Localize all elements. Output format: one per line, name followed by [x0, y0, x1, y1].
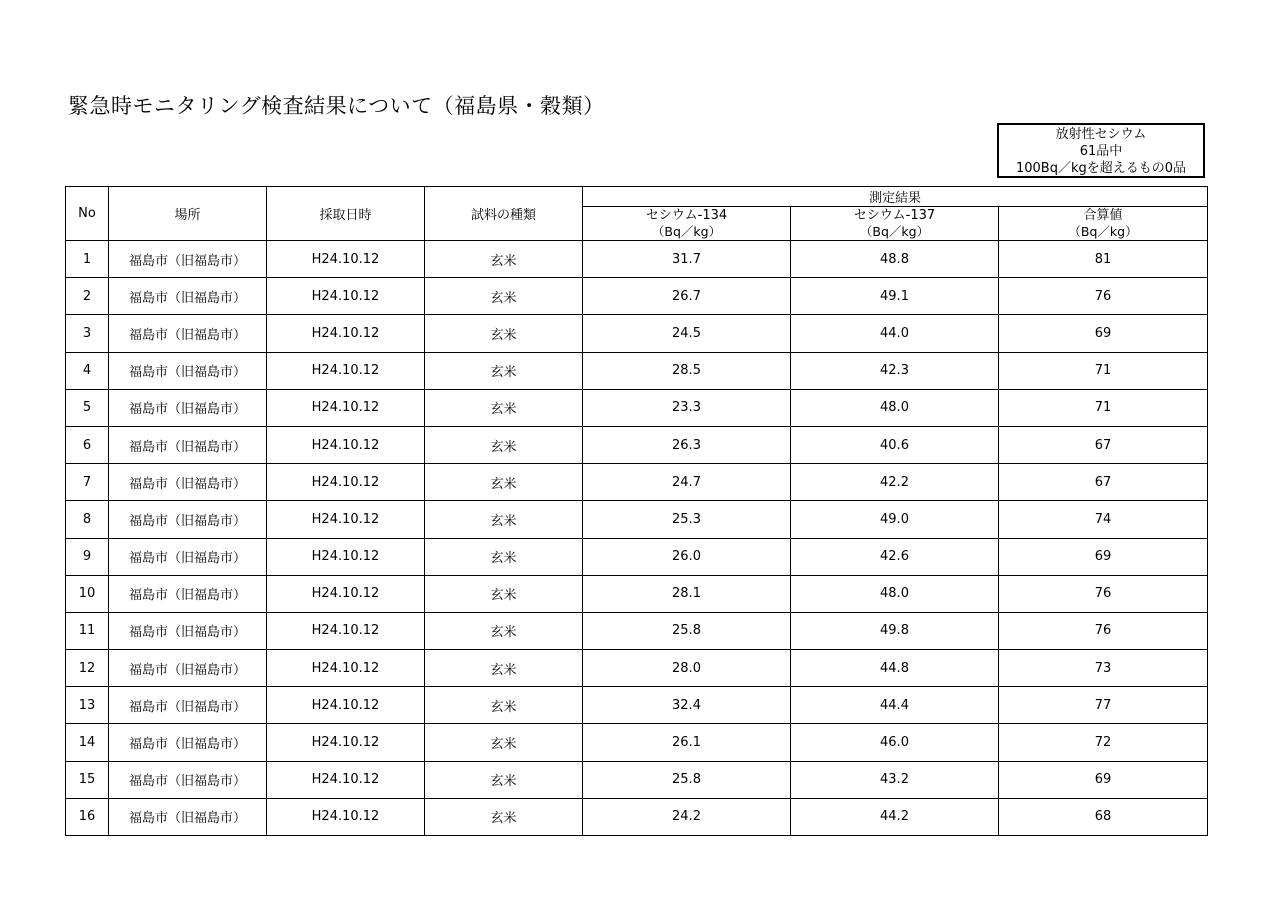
cell-sample-type: 玄米: [425, 575, 583, 612]
cell-location: 福島市（旧福島市）: [109, 464, 267, 501]
cell-location: 福島市（旧福島市）: [109, 575, 267, 612]
table-row: [66, 464, 1208, 501]
cell-cs134: 26.7: [583, 278, 791, 315]
cell-location: 福島市（旧福島市）: [109, 501, 267, 538]
cell-cs134: 25.8: [583, 612, 791, 649]
cell-date: H24.10.12: [267, 501, 425, 538]
table-row: [66, 575, 1208, 612]
summary-line-2: 61品中: [1079, 144, 1123, 159]
cell-total: 76: [999, 278, 1208, 315]
table-row: [66, 501, 1208, 538]
header-total-label: 合算値: [1083, 207, 1123, 223]
summary-line-3: 100Bq／kgを超えるもの0品: [1015, 161, 1187, 176]
cell-total: 67: [999, 426, 1208, 463]
cell-date: H24.10.12: [267, 278, 425, 315]
cell-no: 1: [66, 241, 109, 278]
cell-no: 10: [66, 575, 109, 612]
header-cs134-unit: （Bq／kg）: [651, 223, 722, 239]
cell-cs137: 44.4: [791, 687, 999, 724]
table-row: [66, 612, 1208, 649]
cell-date: H24.10.12: [267, 352, 425, 389]
table-row: [66, 687, 1208, 724]
cell-no: 6: [66, 426, 109, 463]
cell-cs137: 48.8: [791, 241, 999, 278]
cell-cs134: 25.3: [583, 501, 791, 538]
cell-total: 67: [999, 464, 1208, 501]
table-row: [66, 798, 1208, 835]
cell-cs134: 28.1: [583, 575, 791, 612]
cell-total: 68: [999, 798, 1208, 835]
cell-date: H24.10.12: [267, 241, 425, 278]
table-row: [66, 352, 1208, 389]
header-date: 採取日時: [267, 187, 425, 241]
table-row: [66, 315, 1208, 352]
cell-cs137: 40.6: [791, 426, 999, 463]
cell-sample-type: 玄米: [425, 464, 583, 501]
cell-location: 福島市（旧福島市）: [109, 687, 267, 724]
cell-date: H24.10.12: [267, 612, 425, 649]
cell-sample-type: 玄米: [425, 687, 583, 724]
cell-location: 福島市（旧福島市）: [109, 278, 267, 315]
cell-sample-type: 玄米: [425, 352, 583, 389]
cell-cs134: 25.8: [583, 761, 791, 798]
cell-sample-type: 玄米: [425, 501, 583, 538]
cell-cs137: 42.3: [791, 352, 999, 389]
cell-total: 81: [999, 241, 1208, 278]
cell-date: H24.10.12: [267, 761, 425, 798]
cell-date: H24.10.12: [267, 650, 425, 687]
cell-location: 福島市（旧福島市）: [109, 724, 267, 761]
cell-total: 76: [999, 575, 1208, 612]
cell-total: 69: [999, 538, 1208, 575]
cell-cs137: 44.0: [791, 315, 999, 352]
cell-no: 2: [66, 278, 109, 315]
cell-cs134: 32.4: [583, 687, 791, 724]
cell-cs137: 48.0: [791, 575, 999, 612]
cell-location: 福島市（旧福島市）: [109, 352, 267, 389]
cell-sample-type: 玄米: [425, 612, 583, 649]
cell-date: H24.10.12: [267, 538, 425, 575]
cell-date: H24.10.12: [267, 426, 425, 463]
cell-no: 12: [66, 650, 109, 687]
cell-no: 13: [66, 687, 109, 724]
cell-cs137: 48.0: [791, 389, 999, 426]
header-total: [999, 207, 1208, 241]
cell-location: 福島市（旧福島市）: [109, 798, 267, 835]
table-row: [66, 650, 1208, 687]
cell-cs134: 26.1: [583, 724, 791, 761]
cell-cs137: 42.6: [791, 538, 999, 575]
header-cs137: [791, 207, 999, 241]
cell-cs137: 49.8: [791, 612, 999, 649]
cell-no: 3: [66, 315, 109, 352]
cell-location: 福島市（旧福島市）: [109, 241, 267, 278]
cell-no: 16: [66, 798, 109, 835]
cell-sample-type: 玄米: [425, 798, 583, 835]
cell-location: 福島市（旧福島市）: [109, 761, 267, 798]
cell-no: 8: [66, 501, 109, 538]
cell-cs134: 24.7: [583, 464, 791, 501]
page-title: 緊急時モニタリング検査結果について（福島県・穀類）: [68, 94, 605, 118]
cell-no: 4: [66, 352, 109, 389]
cell-cs137: 44.8: [791, 650, 999, 687]
header-sample-type: 試料の種類: [425, 187, 583, 241]
results-table: [65, 186, 1208, 836]
cell-date: H24.10.12: [267, 724, 425, 761]
cell-total: 69: [999, 761, 1208, 798]
cell-date: H24.10.12: [267, 575, 425, 612]
summary-box: [997, 123, 1205, 178]
cell-cs134: 24.5: [583, 315, 791, 352]
cell-cs137: 49.1: [791, 278, 999, 315]
header-cs134-label: セシウム-134: [645, 207, 728, 223]
cell-cs134: 24.2: [583, 798, 791, 835]
table-row: [66, 241, 1208, 278]
header-cs134: [583, 207, 791, 241]
cell-total: 69: [999, 315, 1208, 352]
cell-sample-type: 玄米: [425, 315, 583, 352]
cell-no: 5: [66, 389, 109, 426]
table-row: [66, 538, 1208, 575]
cell-total: 73: [999, 650, 1208, 687]
header-cs137-label: セシウム-137: [853, 207, 936, 223]
cell-no: 11: [66, 612, 109, 649]
cell-cs137: 49.0: [791, 501, 999, 538]
summary-line-1: 放射性セシウム: [1055, 127, 1147, 142]
header-cs137-unit: （Bq／kg）: [859, 223, 930, 239]
cell-location: 福島市（旧福島市）: [109, 650, 267, 687]
cell-date: H24.10.12: [267, 464, 425, 501]
cell-location: 福島市（旧福島市）: [109, 315, 267, 352]
cell-total: 77: [999, 687, 1208, 724]
cell-cs137: 44.2: [791, 798, 999, 835]
table-row: [66, 761, 1208, 798]
cell-cs137: 46.0: [791, 724, 999, 761]
cell-sample-type: 玄米: [425, 761, 583, 798]
cell-no: 9: [66, 538, 109, 575]
cell-total: 74: [999, 501, 1208, 538]
cell-total: 72: [999, 724, 1208, 761]
cell-cs134: 26.0: [583, 538, 791, 575]
header-no: No: [66, 187, 109, 241]
cell-date: H24.10.12: [267, 389, 425, 426]
cell-location: 福島市（旧福島市）: [109, 612, 267, 649]
cell-sample-type: 玄米: [425, 426, 583, 463]
cell-sample-type: 玄米: [425, 278, 583, 315]
cell-cs134: 28.5: [583, 352, 791, 389]
cell-total: 71: [999, 389, 1208, 426]
cell-total: 71: [999, 352, 1208, 389]
header-results-group: 測定結果: [583, 187, 1208, 207]
cell-cs134: 28.0: [583, 650, 791, 687]
cell-total: 76: [999, 612, 1208, 649]
cell-no: 14: [66, 724, 109, 761]
table-row: [66, 278, 1208, 315]
table-row: [66, 724, 1208, 761]
cell-no: 7: [66, 464, 109, 501]
header-location: 場所: [109, 187, 267, 241]
cell-date: H24.10.12: [267, 687, 425, 724]
cell-date: H24.10.12: [267, 315, 425, 352]
cell-date: H24.10.12: [267, 798, 425, 835]
cell-sample-type: 玄米: [425, 538, 583, 575]
cell-sample-type: 玄米: [425, 724, 583, 761]
cell-cs134: 23.3: [583, 389, 791, 426]
cell-sample-type: 玄米: [425, 241, 583, 278]
cell-cs134: 26.3: [583, 426, 791, 463]
table-row: [66, 389, 1208, 426]
cell-no: 15: [66, 761, 109, 798]
cell-location: 福島市（旧福島市）: [109, 389, 267, 426]
cell-location: 福島市（旧福島市）: [109, 426, 267, 463]
header-total-unit: （Bq／kg）: [1068, 223, 1138, 239]
cell-cs137: 43.2: [791, 761, 999, 798]
cell-cs134: 31.7: [583, 241, 791, 278]
table-row: [66, 426, 1208, 463]
cell-cs137: 42.2: [791, 464, 999, 501]
cell-sample-type: 玄米: [425, 650, 583, 687]
cell-location: 福島市（旧福島市）: [109, 538, 267, 575]
cell-sample-type: 玄米: [425, 389, 583, 426]
